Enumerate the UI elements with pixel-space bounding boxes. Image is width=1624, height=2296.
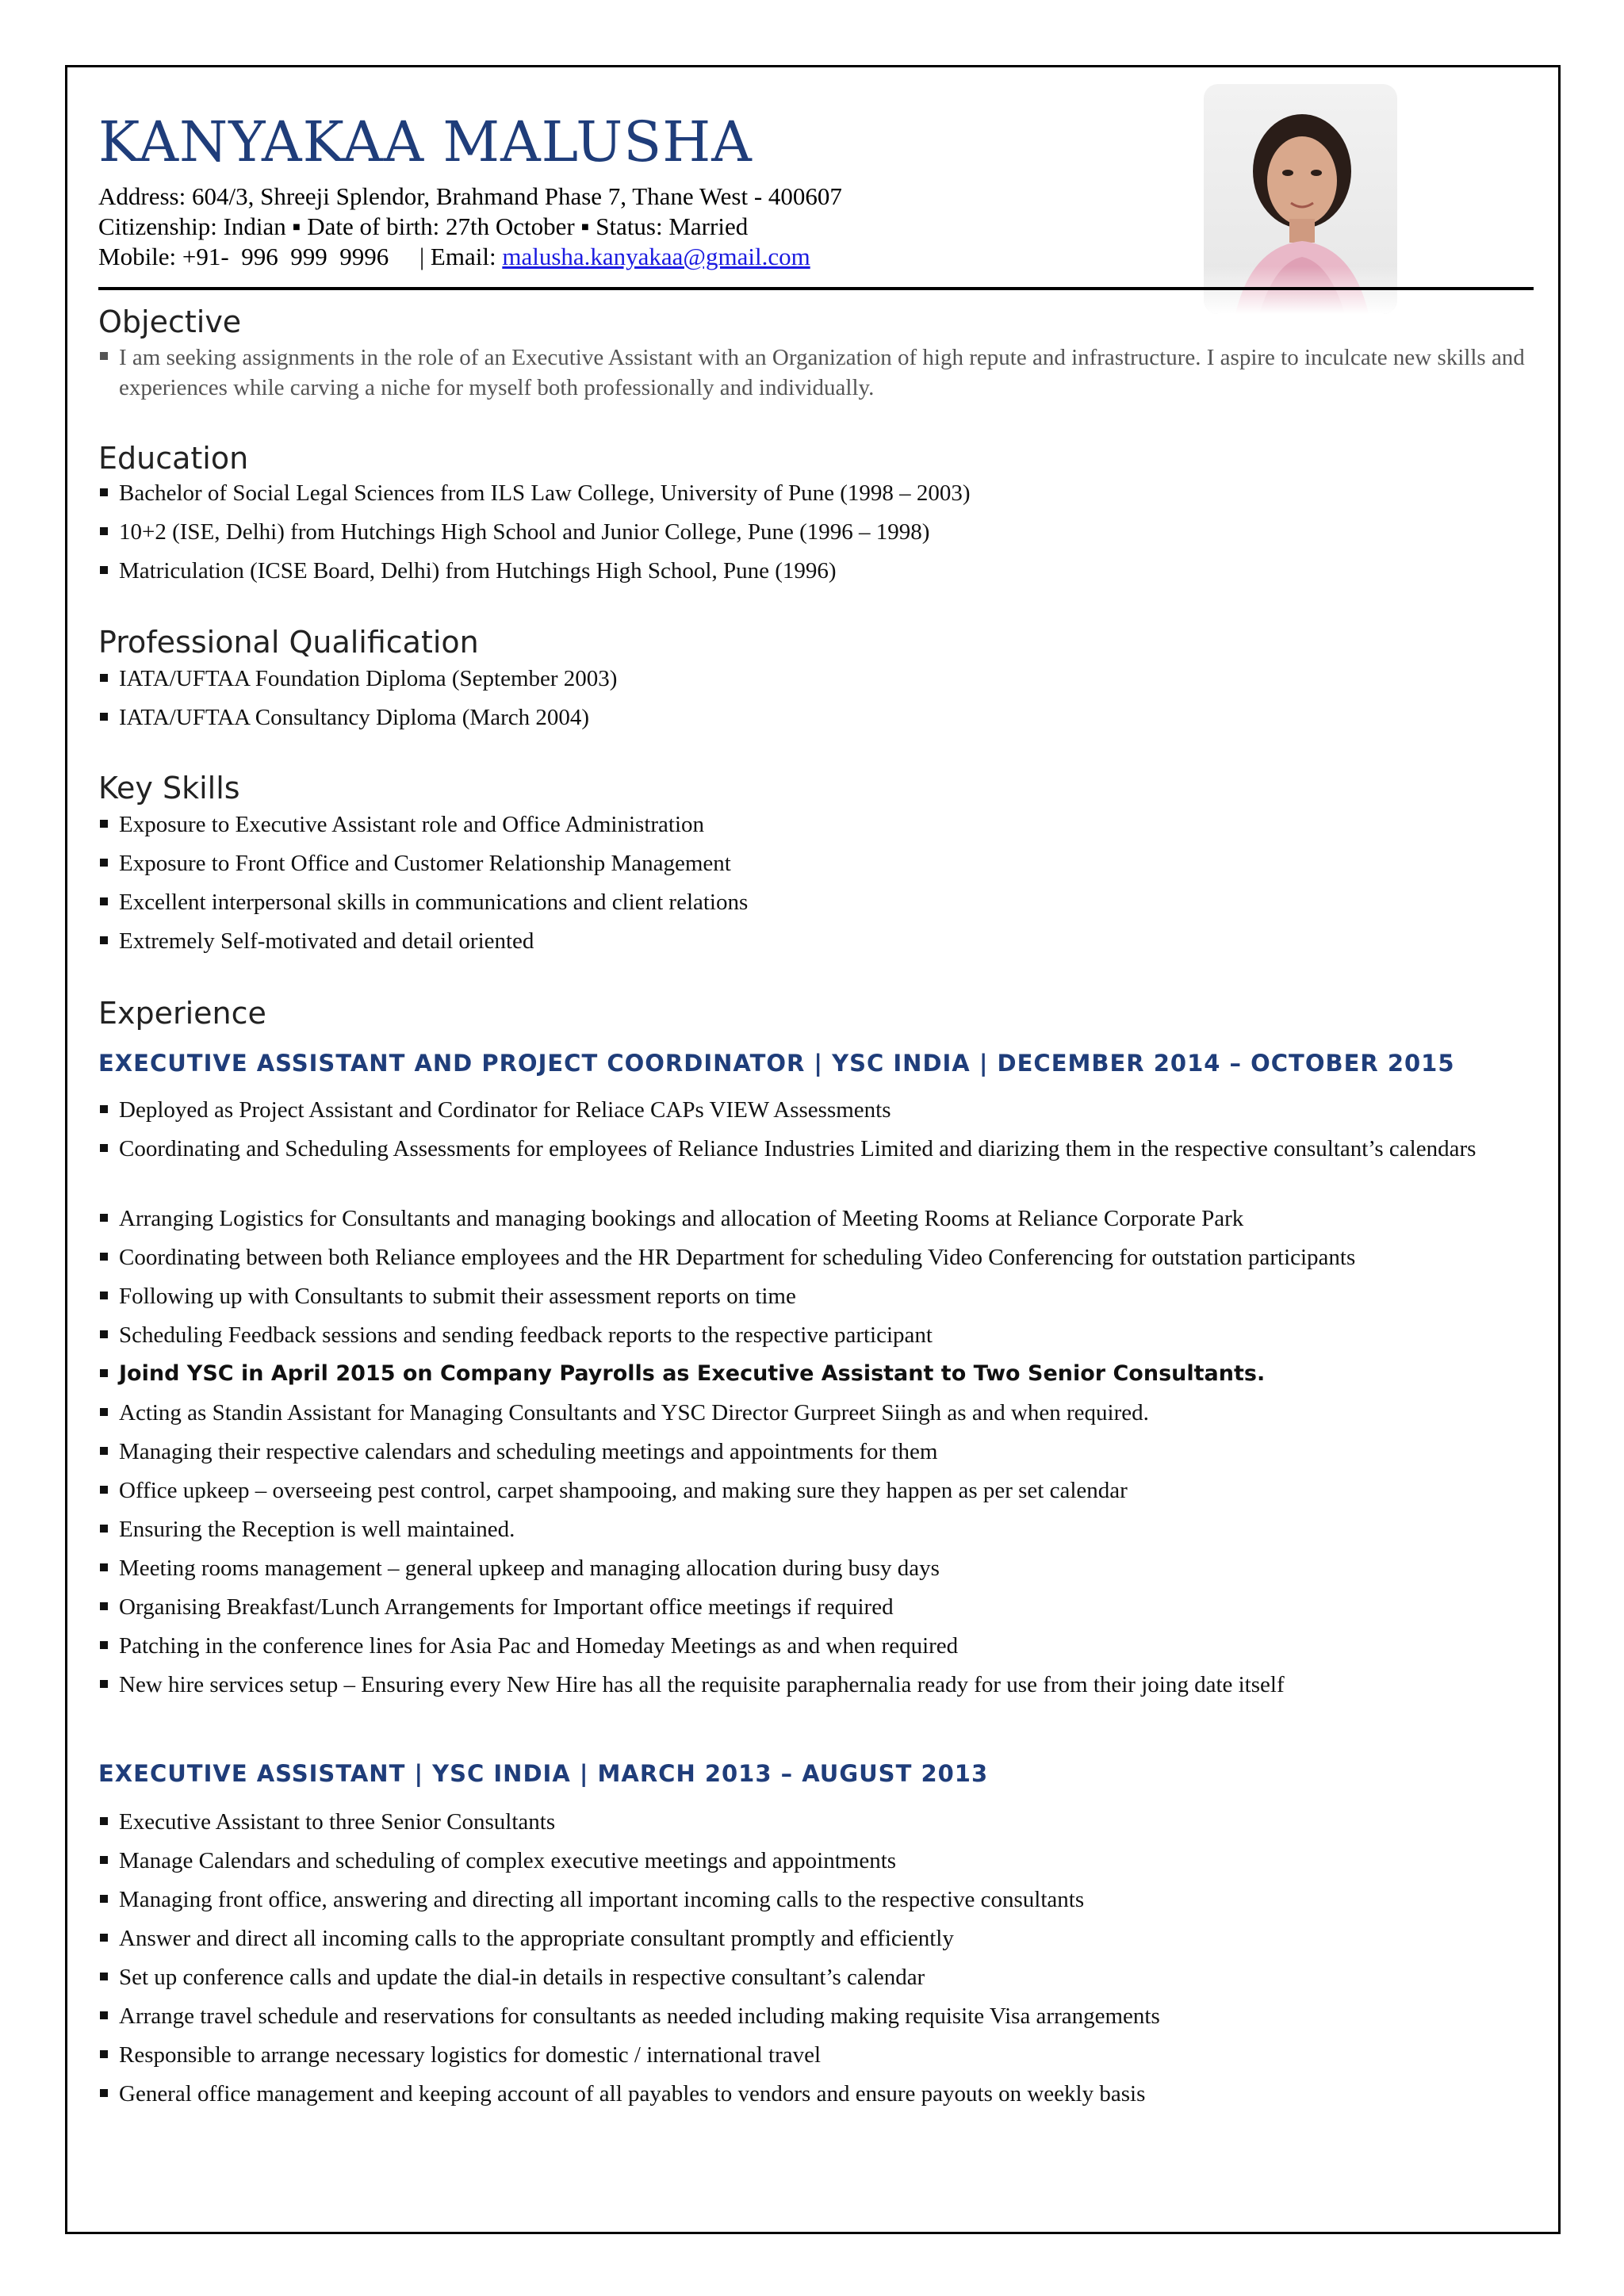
objective-text: I am seeking assignments in the role of an Executive Assistant with an Organization of high repute and infrastructure. I aspire to inculcate new skills and experiences while carving a niche for myself both professionally and individually. [98,342,1526,403]
candidate-name: KANYAKAA MALUSHA [98,109,753,174]
job-title: EXECUTIVE ASSISTANT | YSC INDIA | MARCH 2013 – AUGUST 2013 [98,1760,989,1787]
list-item: Arrange travel schedule and reservations for consultants as needed including making requisite Visa arrangements [98,2002,1526,2041]
list-item: Joind YSC in April 2015 on Company Payrolls as Executive Assistant to Two Senior Consultants. [98,1360,1526,1399]
section-title-objective: Objective [98,304,242,339]
list-item: IATA/UFTAA Foundation Diploma (September 2003) [98,664,1526,703]
list-item: Exposure to Executive Assistant role and Office Administration [98,810,1526,849]
job-title: EXECUTIVE ASSISTANT AND PROJECT COORDINATOR | YSC INDIA | DECEMBER 2014 – OCTOBER 2015 [98,1050,1455,1077]
list-item: Matriculation (ICSE Board, Delhi) from Hutchings High School, Pune (1996) [98,557,1526,595]
list-item: Manage Calendars and scheduling of complex executive meetings and appointments [98,1846,1526,1885]
list-item: Patching in the conference lines for Asia Pac and Homeday Meetings as and when required [98,1632,1526,1670]
list-item: Set up conference calls and update the dial-in details in respective consultant’s calendar [98,1963,1526,2002]
list-item: Exposure to Front Office and Customer Relationship Management [98,849,1526,888]
qualification-list [98,664,1526,742]
email-link[interactable]: malusha.kanyakaa@gmail.com [502,243,810,270]
list-item: Arranging Logistics for Consultants and managing bookings and allocation of Meeting Rooms at Reliance Corporate Park [98,1204,1526,1243]
education-list [98,479,1526,595]
mobile-text: Mobile: +91- 996 999 9996 | Email: [98,243,503,270]
list-item: Ensuring the Reception is well maintained. [98,1515,1526,1554]
list-item: Executive Assistant to three Senior Consultants [98,1808,1526,1846]
job-duties-list [98,1096,1526,1709]
address-line: Address: 604/3, Shreeji Splendor, Brahmand Phase 7, Thane West - 400607 [98,182,842,210]
section-title-experience: Experience [98,996,266,1031]
objective-text-block [98,342,1526,403]
list-item: Acting as Standin Assistant for Managing Consultants and YSC Director Gurpreet Siingh as and when required. [98,1399,1526,1437]
list-item: Bachelor of Social Legal Sciences from ILS Law College, University of Pune (1998 – 2003) [98,479,1526,518]
list-item: Excellent interpersonal skills in communications and client relations [98,888,1526,927]
contact-line [98,243,810,271]
list-item: Coordinating and Scheduling Assessments for employees of Reliance Industries Limited and diarizing them in the respective consultant’s calendars [98,1135,1526,1204]
list-item: Managing front office, answering and directing all important incoming calls to the respective consultants [98,1885,1526,1924]
profile-photo [1204,84,1397,314]
list-item: Managing their respective calendars and scheduling meetings and appointments for them [98,1437,1526,1476]
list-item: Coordinating between both Reliance employees and the HR Department for scheduling Video Conferencing for outstation participants [98,1243,1526,1282]
list-item: IATA/UFTAA Consultancy Diploma (March 2004) [98,703,1526,742]
list-item: Meeting rooms management – general upkeep and managing allocation during busy days [98,1554,1526,1593]
list-item: Extremely Self-motivated and detail oriented [98,927,1526,966]
citizenship-line: Citizenship: Indian ▪ Date of birth: 27th October ▪ Status: Married [98,212,749,240]
header-divider [98,287,1534,290]
list-item: Organising Breakfast/Lunch Arrangements for Important office meetings if required [98,1593,1526,1632]
section-title-education: Education [98,441,249,476]
list-item: Deployed as Project Assistant and Cordinator for Reliace CAPs VIEW Assessments [98,1096,1526,1135]
section-title-qualification: Professional Qualification [98,625,479,660]
list-item: 10+2 (ISE, Delhi) from Hutchings High School and Junior College, Pune (1996 – 1998) [98,518,1526,557]
job-duties-list [98,1808,1526,2118]
list-item: Answer and direct all incoming calls to the appropriate consultant promptly and efficiently [98,1924,1526,1963]
list-item: Responsible to arrange necessary logistics for domestic / international travel [98,2041,1526,2080]
list-item: Office upkeep – overseeing pest control, carpet shampooing, and making sure they happen as per set calendar [98,1476,1526,1515]
section-title-key-skills: Key Skills [98,771,240,806]
skills-list [98,810,1526,966]
list-item: New hire services setup – Ensuring every New Hire has all the requisite paraphernalia ready for use from their joing date itself [98,1670,1526,1709]
list-item: General office management and keeping account of all payables to vendors and ensure payouts on weekly basis [98,2080,1526,2118]
list-item: Scheduling Feedback sessions and sending feedback reports to the respective participant [98,1321,1526,1360]
list-item: Following up with Consultants to submit their assessment reports on time [98,1282,1526,1321]
